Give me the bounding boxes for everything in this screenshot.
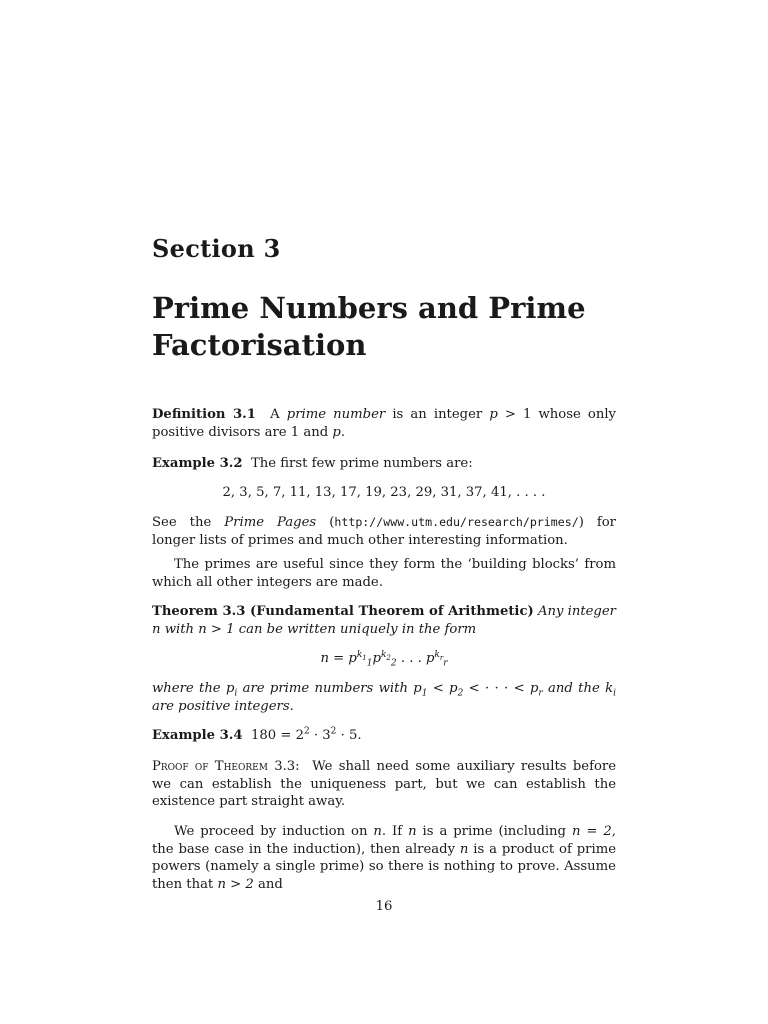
chapter-title-line-1: Prime Numbers and Prime bbox=[152, 291, 586, 325]
math-variable: n bbox=[373, 824, 382, 839]
proof-text: . If bbox=[381, 824, 403, 839]
definition-term: prime number bbox=[286, 407, 386, 422]
reference-paragraph bbox=[152, 514, 616, 549]
prime-list: 2, 3, 5, 7, 11, 13, 17, 19, 23, 29, 31, 37, 41, . . . . bbox=[222, 485, 546, 500]
building-blocks-paragraph: The primes are useful since they form the ‘building blocks’ from which all other integers are made. bbox=[152, 557, 616, 590]
example-label: Example 3.4 bbox=[152, 728, 243, 743]
theorem-paragraph bbox=[152, 603, 616, 638]
math-expression: $p_i$ bbox=[225, 681, 238, 699]
theorem-label: Theorem 3.3 (Fundamental Theorem of Arithmetic) bbox=[152, 604, 534, 619]
reference-text: See the bbox=[152, 515, 212, 530]
theorem-text: with bbox=[164, 621, 195, 637]
proof-text: is a prime (including bbox=[422, 824, 566, 839]
page-number: 16 bbox=[375, 899, 393, 914]
example-label: Example 3.2 bbox=[152, 456, 243, 471]
definition-text: A bbox=[270, 407, 280, 422]
example-paragraph bbox=[152, 727, 616, 745]
formula-part: 180 = 2 bbox=[250, 728, 304, 743]
formula-part: · 3 bbox=[309, 728, 331, 743]
formula-lhs: n = bbox=[320, 651, 349, 666]
math-variable: p bbox=[332, 424, 341, 440]
proof-label: Proof of Theorem 3.3: bbox=[152, 759, 300, 774]
definition-text: > 1 whose only positive divisors are 1 and bbox=[152, 407, 617, 440]
math-variable: p bbox=[489, 407, 498, 422]
exponent: 2 bbox=[303, 726, 310, 737]
formula-part: · 5. bbox=[336, 728, 362, 743]
math-variable: n bbox=[408, 824, 417, 839]
math-expression: n > 2 bbox=[217, 876, 254, 892]
reference-url[interactable]: http://www.utm.edu/research/primes/ bbox=[334, 515, 579, 529]
definition-paragraph bbox=[152, 406, 616, 441]
definition-text: is an integer bbox=[392, 407, 483, 422]
theorem-text: where the bbox=[152, 681, 221, 696]
example-text: The first few prime numbers are: bbox=[250, 456, 473, 471]
induction-paragraph bbox=[152, 823, 616, 893]
proof-text: and bbox=[257, 876, 283, 892]
theorem-text: are prime numbers with bbox=[242, 681, 408, 696]
theorem-continuation bbox=[152, 680, 616, 715]
math-expression: n > 1 bbox=[198, 621, 235, 637]
theorem-text: and the bbox=[548, 681, 600, 696]
section-label: Section 3 bbox=[152, 234, 281, 263]
punctuation: ( bbox=[329, 515, 335, 530]
reference-name: Prime Pages bbox=[224, 515, 317, 530]
formula-rhs: $p^{k_1}_1p^{k_2}_2$ . . . $p^{k_r}_r$ bbox=[348, 649, 448, 669]
theorem-text: are positive integers. bbox=[152, 698, 294, 714]
chapter-title-line-2: Factorisation bbox=[152, 328, 367, 362]
proof-text: is a product of prime powers (namely a single prime) so there is nothing to prove. Assume then that bbox=[152, 841, 616, 892]
exponent: 2 bbox=[330, 726, 337, 737]
document-page bbox=[152, 0, 616, 1024]
math-expression: $k_i$ bbox=[605, 681, 616, 699]
example-paragraph bbox=[152, 455, 616, 473]
proof-text: We shall need some auxiliary results before we can establish the uniqueness part, but we can establish the existence part straight away. bbox=[152, 759, 617, 809]
theorem-text: Any integer bbox=[537, 604, 616, 619]
math-expression: $p_1 < p_2$ < · · · < $p_r$ bbox=[413, 681, 543, 699]
proof-text: We proceed by induction on bbox=[174, 824, 368, 839]
chapter-title bbox=[152, 290, 616, 364]
math-expression: n = 2 bbox=[571, 824, 612, 839]
reference-text: ) for longer lists of primes and much other interesting information. bbox=[152, 515, 616, 548]
math-variable: n bbox=[459, 841, 469, 857]
factorisation-formula bbox=[152, 650, 616, 668]
proof-paragraph bbox=[152, 758, 616, 811]
punctuation: . bbox=[340, 424, 346, 440]
definition-label: Definition 3.1 bbox=[152, 407, 256, 422]
proof-text: , the base case in the induction), then already bbox=[152, 824, 616, 857]
example-formula bbox=[251, 728, 362, 743]
math-variable: n bbox=[152, 621, 161, 637]
theorem-text: can be written uniquely in the form bbox=[238, 621, 477, 637]
